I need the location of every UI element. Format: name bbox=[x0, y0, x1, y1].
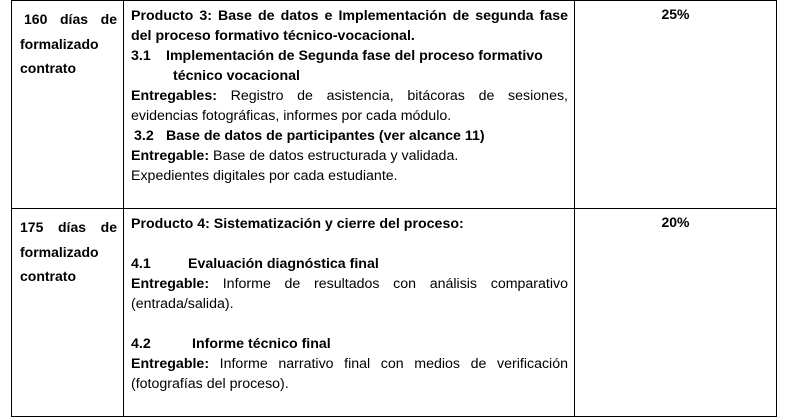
term-line: formalizado bbox=[20, 35, 99, 52]
item-heading bbox=[131, 126, 568, 146]
product-cell bbox=[124, 1, 575, 209]
deliverable-text bbox=[131, 354, 568, 374]
deliverable-text bbox=[131, 146, 568, 166]
item-title: Base de datos de participantes (ver alcance 11) bbox=[166, 128, 485, 144]
deliverable-text bbox=[131, 274, 568, 294]
item-title: Evaluación diagnóstica final bbox=[188, 256, 379, 272]
item-heading bbox=[131, 254, 568, 274]
deliverable-desc: (fotografías del proceso). bbox=[131, 376, 289, 392]
term-cell bbox=[12, 209, 124, 417]
term-line: formalizado bbox=[20, 243, 99, 260]
product-cell bbox=[124, 209, 575, 417]
deliverable-desc: evidencias fotográficas, informes por cada módulo. bbox=[131, 108, 452, 124]
deliverable-desc: Informe narrativo final con medios de verificación bbox=[209, 356, 568, 372]
deliverable-desc: Registro de asistencia, bitácoras de sesiones, bbox=[216, 88, 568, 104]
item-heading bbox=[131, 46, 568, 66]
deliverable-label: Entregable: bbox=[131, 148, 210, 164]
product-title: Producto 4: Sistematización y cierre del proceso: bbox=[131, 216, 464, 232]
item-number: 3.1 bbox=[131, 48, 151, 64]
deliverable-desc: (entrada/salida). bbox=[131, 296, 234, 312]
spacer bbox=[131, 314, 568, 334]
term-cell bbox=[12, 1, 124, 209]
table-row bbox=[12, 209, 777, 417]
term-line: contrato bbox=[20, 60, 76, 76]
term-line: contrato bbox=[20, 268, 76, 284]
percent-cell: 25% bbox=[575, 1, 777, 209]
deliverable-label: Entregable: bbox=[131, 276, 210, 292]
item-number: 3.2 bbox=[134, 128, 154, 144]
deliverable-desc: Base de datos estructurada y validada. bbox=[209, 148, 459, 164]
table-row bbox=[12, 1, 777, 209]
deliverable-label: Entregables: bbox=[131, 88, 217, 104]
deliverable-text bbox=[131, 86, 568, 106]
item-title: técnico vocacional bbox=[173, 68, 300, 84]
deliverable-desc: Expedientes digitales por cada estudiante. bbox=[131, 168, 398, 184]
percent-cell: 20% bbox=[575, 209, 777, 417]
deliverables-table bbox=[11, 0, 777, 417]
term-line: 175 días de bbox=[20, 219, 117, 235]
item-number: 4.1 bbox=[131, 256, 151, 272]
deliverable-label: Entregable: bbox=[131, 356, 210, 372]
item-title: Informe técnico final bbox=[192, 336, 331, 352]
product-title: Producto 3: Base de datos e Implementación de segunda fase bbox=[131, 8, 568, 24]
item-heading bbox=[131, 334, 568, 354]
item-title: Implementación de Segunda fase del proceso formativo bbox=[166, 48, 543, 64]
product-title: del proceso formativo técnico-vocacional. bbox=[131, 28, 415, 44]
deliverable-desc: Informe de resultados con análisis comparativo bbox=[209, 276, 568, 292]
item-number: 4.2 bbox=[131, 336, 151, 352]
spacer bbox=[131, 234, 568, 254]
term-line: 160 días de bbox=[24, 11, 117, 27]
